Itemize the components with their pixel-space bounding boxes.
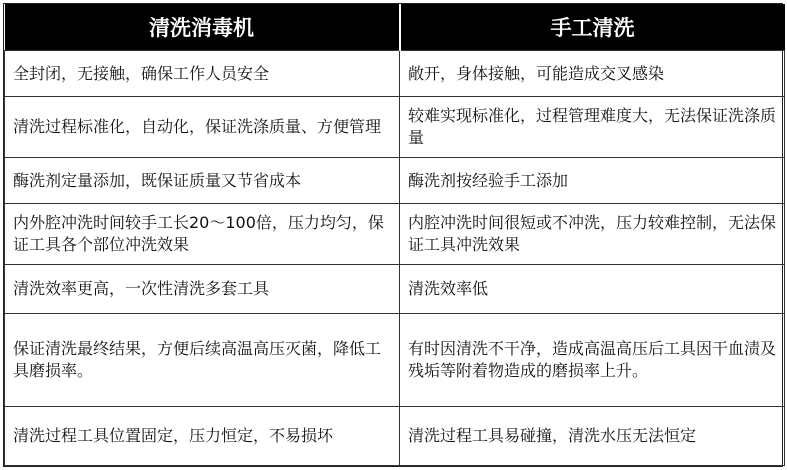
manual-cell: 清洗过程工具易碰撞，清洗水压无法恒定: [400, 406, 785, 465]
header-machine-cleaning: 清洗消毒机: [5, 4, 400, 51]
machine-cell: 清洗过程标准化，自动化，保证洗涤质量、方便管理: [5, 97, 400, 158]
manual-cell: 酶洗剂按经验手工添加: [400, 157, 785, 203]
manual-cell: 内腔冲洗时间很短或不冲洗，压力较难控制，无法保证工具冲洗效果: [400, 204, 785, 265]
manual-cell: 较难实现标准化，过程管理难度大，无法保证洗涤质量: [400, 97, 785, 158]
table-row: [5, 204, 785, 265]
table-row: [5, 51, 785, 97]
machine-cell: 内外腔冲洗时间较手工长20～100倍，压力均匀，保证工具各个部位冲洗效果: [5, 204, 400, 265]
machine-cell: 保证清洗最终结果，方便后续高温高压灭菌，降低工具磨损率。: [5, 313, 400, 406]
table-row: [5, 313, 785, 406]
manual-cell: 有时因清洗不干净，造成高温高压后工具因干血渍及残垢等附着物造成的磨损率上升。: [400, 313, 785, 406]
machine-cell: 清洗效率更高，一次性清洗多套工具: [5, 264, 400, 313]
table-row: [5, 157, 785, 203]
manual-cell: 清洗效率低: [400, 264, 785, 313]
table-row: [5, 406, 785, 465]
table-row: [5, 97, 785, 158]
comparison-table-container: [3, 3, 783, 467]
machine-cell: 全封闭，无接触，确保工作人员安全: [5, 51, 400, 97]
comparison-table: [4, 4, 785, 466]
manual-cell: 敞开，身体接触，可能造成交叉感染: [400, 51, 785, 97]
table-row: [5, 264, 785, 313]
header-row: [5, 4, 785, 51]
machine-cell: 酶洗剂定量添加，既保证质量又节省成本: [5, 157, 400, 203]
machine-cell: 清洗过程工具位置固定，压力恒定，不易损坏: [5, 406, 400, 465]
header-manual-cleaning: 手工清洗: [400, 4, 785, 51]
